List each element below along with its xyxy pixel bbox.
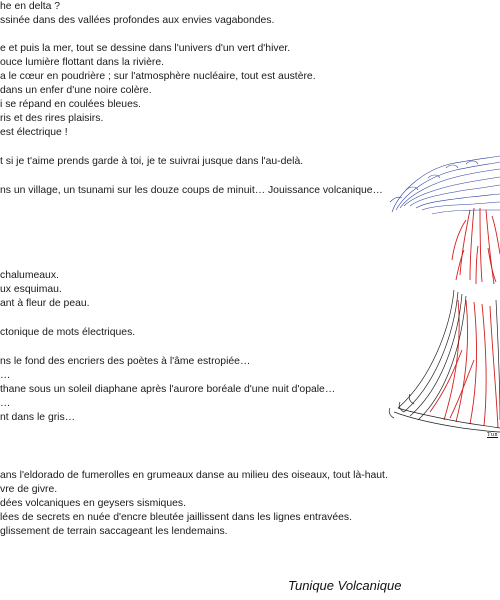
poem-line: chalumeaux. — [0, 270, 59, 281]
poem-line: t si je t'aime prends garde à toi, je te suivrai jusque dans l'au-delà. — [0, 156, 304, 167]
poem-line: ssinée dans des vallées profondes aux envies vagabondes. — [0, 15, 275, 26]
poem-line: e et puis la mer, tout se dessine dans l'univers d'un vert d'hiver. — [0, 43, 291, 54]
volcano-calligram-image — [370, 150, 500, 445]
red-ink-eruption — [430, 208, 500, 428]
poem-line: glissement de terrain saccageant les lendemains. — [0, 526, 228, 537]
blue-ink-cloud — [390, 156, 500, 214]
poem-line: ctonique de mots électriques. — [0, 327, 136, 338]
poem-line: i se répand en coulées bleues. — [0, 99, 141, 110]
poem-line: a le cœur en poudrière ; sur l'atmosphère nucléaire, tout est austère. — [0, 71, 316, 82]
artwork-caption: Tun — [487, 432, 498, 438]
black-ink-slope — [389, 290, 500, 432]
poem-line: ux esquimau. — [0, 284, 62, 295]
poem-line: est électrique ! — [0, 127, 68, 138]
poem-title-signature: Tunique Volcanique — [288, 578, 402, 593]
poem-line: … — [0, 370, 11, 381]
poem-line: … — [0, 398, 11, 409]
poem-line: dans un enfer d'une noire colère. — [0, 85, 152, 96]
poem-line: vre de givre. — [0, 484, 58, 495]
poem-line: nt dans le gris… — [0, 412, 76, 423]
poem-line: ans l'eldorado de fumerolles en grumeaux danse au milieu des oiseaux, tout là-haut. — [0, 470, 388, 481]
poem-line: ns le fond des encriers des poètes à l'âme estropiée… — [0, 356, 251, 367]
volcano-calligram-drawing — [370, 150, 500, 445]
poem-line: thane sous un soleil diaphane après l'aurore boréale d'une nuit d'opale… — [0, 384, 336, 395]
poem-line: ant à fleur de peau. — [0, 298, 90, 309]
poem-line: ns un village, un tsunami sur les douze coups de minuit… Jouissance volcanique… — [0, 185, 383, 196]
poem-line: ris et des rires plaisirs. — [0, 113, 104, 124]
poem-line: dées volcaniques en geysers sismiques. — [0, 498, 186, 509]
poem-line: lées de secrets en nuée d'encre bleutée jaillissent dans les lignes entravées. — [0, 512, 353, 523]
poem-line: he en delta ? — [0, 1, 61, 12]
poem-line: ouce lumière flottant dans la rivière. — [0, 57, 165, 68]
